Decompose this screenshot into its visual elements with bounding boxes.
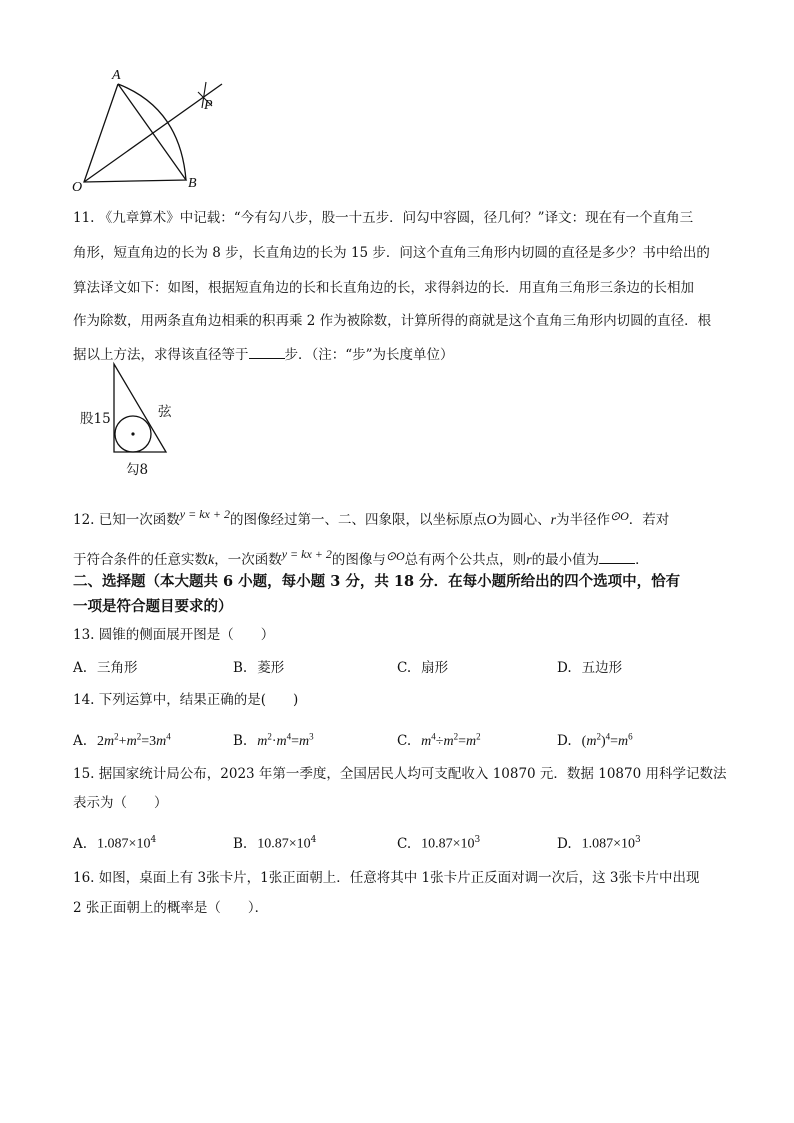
q12-radius-r-2: r [526, 553, 532, 568]
triangle-oab [84, 84, 186, 182]
q12-origin-o: O [486, 513, 497, 528]
q13-option-b: B. 菱形 [233, 660, 285, 676]
q12-text-2a: 于符合条件的任意实数 [73, 552, 208, 568]
q15-line2: 表示为（ ） [73, 795, 168, 811]
q14-stem: 14. 下列运算中，结果正确的是( ) [73, 692, 299, 708]
q12-circle-o-2: ⊙O [385, 549, 405, 563]
q15-line1: 15. 据国家统计局公布，2023 年第一季度，全国居民人均可支配收入 10870 元．数据 10870 用科学记数法 [73, 766, 727, 782]
label-o: O [72, 180, 83, 195]
q12-text-2f: ． [635, 552, 649, 568]
q12-text-1b: 的图像经过第一、二、四象限，以坐标原点 [229, 512, 487, 528]
label-b: B [188, 176, 197, 191]
q16-line1: 16. 如图，桌面上有 3张卡片，1张正面朝上．任意将其中 1张卡片正反面对调一次后，这 3张卡片中出现 [73, 870, 700, 886]
q12-text-1d: 为半径作 [556, 512, 611, 528]
q15-option-c: C. $10.87\times 10^3$ [397, 835, 481, 852]
q15-option-b: B. $10.87\times 10^4$ [233, 835, 317, 852]
q12-text-2d: 总有两个公共点，则 [404, 552, 527, 568]
q12-text-1a: 12. 已知一次函数 [73, 512, 180, 528]
ray-op [84, 84, 222, 182]
q14-option-d: D. $(m^2)^4=m^6$ [557, 731, 633, 749]
q12-func-2: y = kx + 2 [281, 547, 332, 561]
q12-text-2e: 的最小值为 [531, 552, 600, 568]
q12-func-1: y = kx + 2 [179, 507, 230, 521]
q14-option-a: A. $2m^2+m^2=3m^4$ [73, 731, 171, 749]
q14-option-c: C. $m^4\div m^2=m^2$ [397, 731, 481, 749]
q11-line2: 角形，短直角边的长为 8 步，长直角边的长为 15 步．问这个直角三角形内切圆的直径是多少？书中给出的 [73, 245, 710, 261]
label-a: A [112, 68, 121, 83]
q12-circle-o-1: ⊙O [610, 509, 629, 523]
q11-line5-a: 据以上方法，求得该直径等于 [73, 347, 249, 363]
q14-option-b: B. $m^2\cdot m^4=m^3$ [233, 731, 314, 749]
q13-option-d: D. 五边形 [557, 660, 623, 676]
q11-line1: 11. 《九章算术》中记载：“今有勾八步，股一十五步．问勾中容圆，径几何？”译文：现在有一个直角三 [73, 210, 694, 226]
q12-line2 [73, 544, 649, 571]
section2-heading-1: 二、选择题（本大题共 6 小题，每小题 3 分，共 18 分．在每小题所给出的四个选项中，恰有 [73, 573, 681, 590]
q12-text-1c: 为圆心、 [496, 512, 551, 528]
q12-text-1e: ．若对 [628, 512, 670, 528]
q11-answer-blank [249, 344, 285, 359]
q12-line1 [73, 504, 669, 531]
label-xian: 弦 [158, 404, 172, 420]
q11-line3: 算法译文如下：如图，根据短直角边的长和长直角边的长，求得斜边的长．用直角三角形三条边的长相加 [73, 280, 694, 296]
q12-radius-r: r [550, 513, 557, 528]
q13-option-a: A. 三角形 [73, 660, 138, 676]
q16-line2: 2 张正面朝上的概率是（ ）． [73, 900, 269, 916]
q15-option-d: D. $1.087\times 10^3$ [557, 835, 641, 852]
q13-stem: 13. 圆锥的侧面展开图是（ ） [73, 627, 275, 643]
q13-option-c: C. 扇形 [397, 660, 449, 676]
q12-text-2c: 的图像与 [331, 552, 386, 568]
q15-option-a: A. $1.087\times 10^4$ [73, 835, 157, 852]
section2-heading-2: 一项是符合题目要求的） [73, 598, 233, 615]
q12-k: k [208, 553, 215, 568]
label-p: P [204, 98, 213, 113]
label-gou: 勾8 [126, 462, 149, 478]
q11-line5-b: 步．（注：“步”为长度单位） [284, 347, 454, 363]
q12-answer-blank [599, 549, 635, 564]
q11-line4: 作为除数，用两条直角边相乘的积再乘 2 作为被除数，计算所得的商就是这个直角三角形内切圆的直径．根 [73, 313, 712, 329]
figure-angle-construction [70, 68, 240, 198]
label-gu: 股15 [80, 411, 111, 427]
incircle-center [131, 432, 134, 435]
q12-text-2b: ，一次函数 [214, 552, 282, 568]
